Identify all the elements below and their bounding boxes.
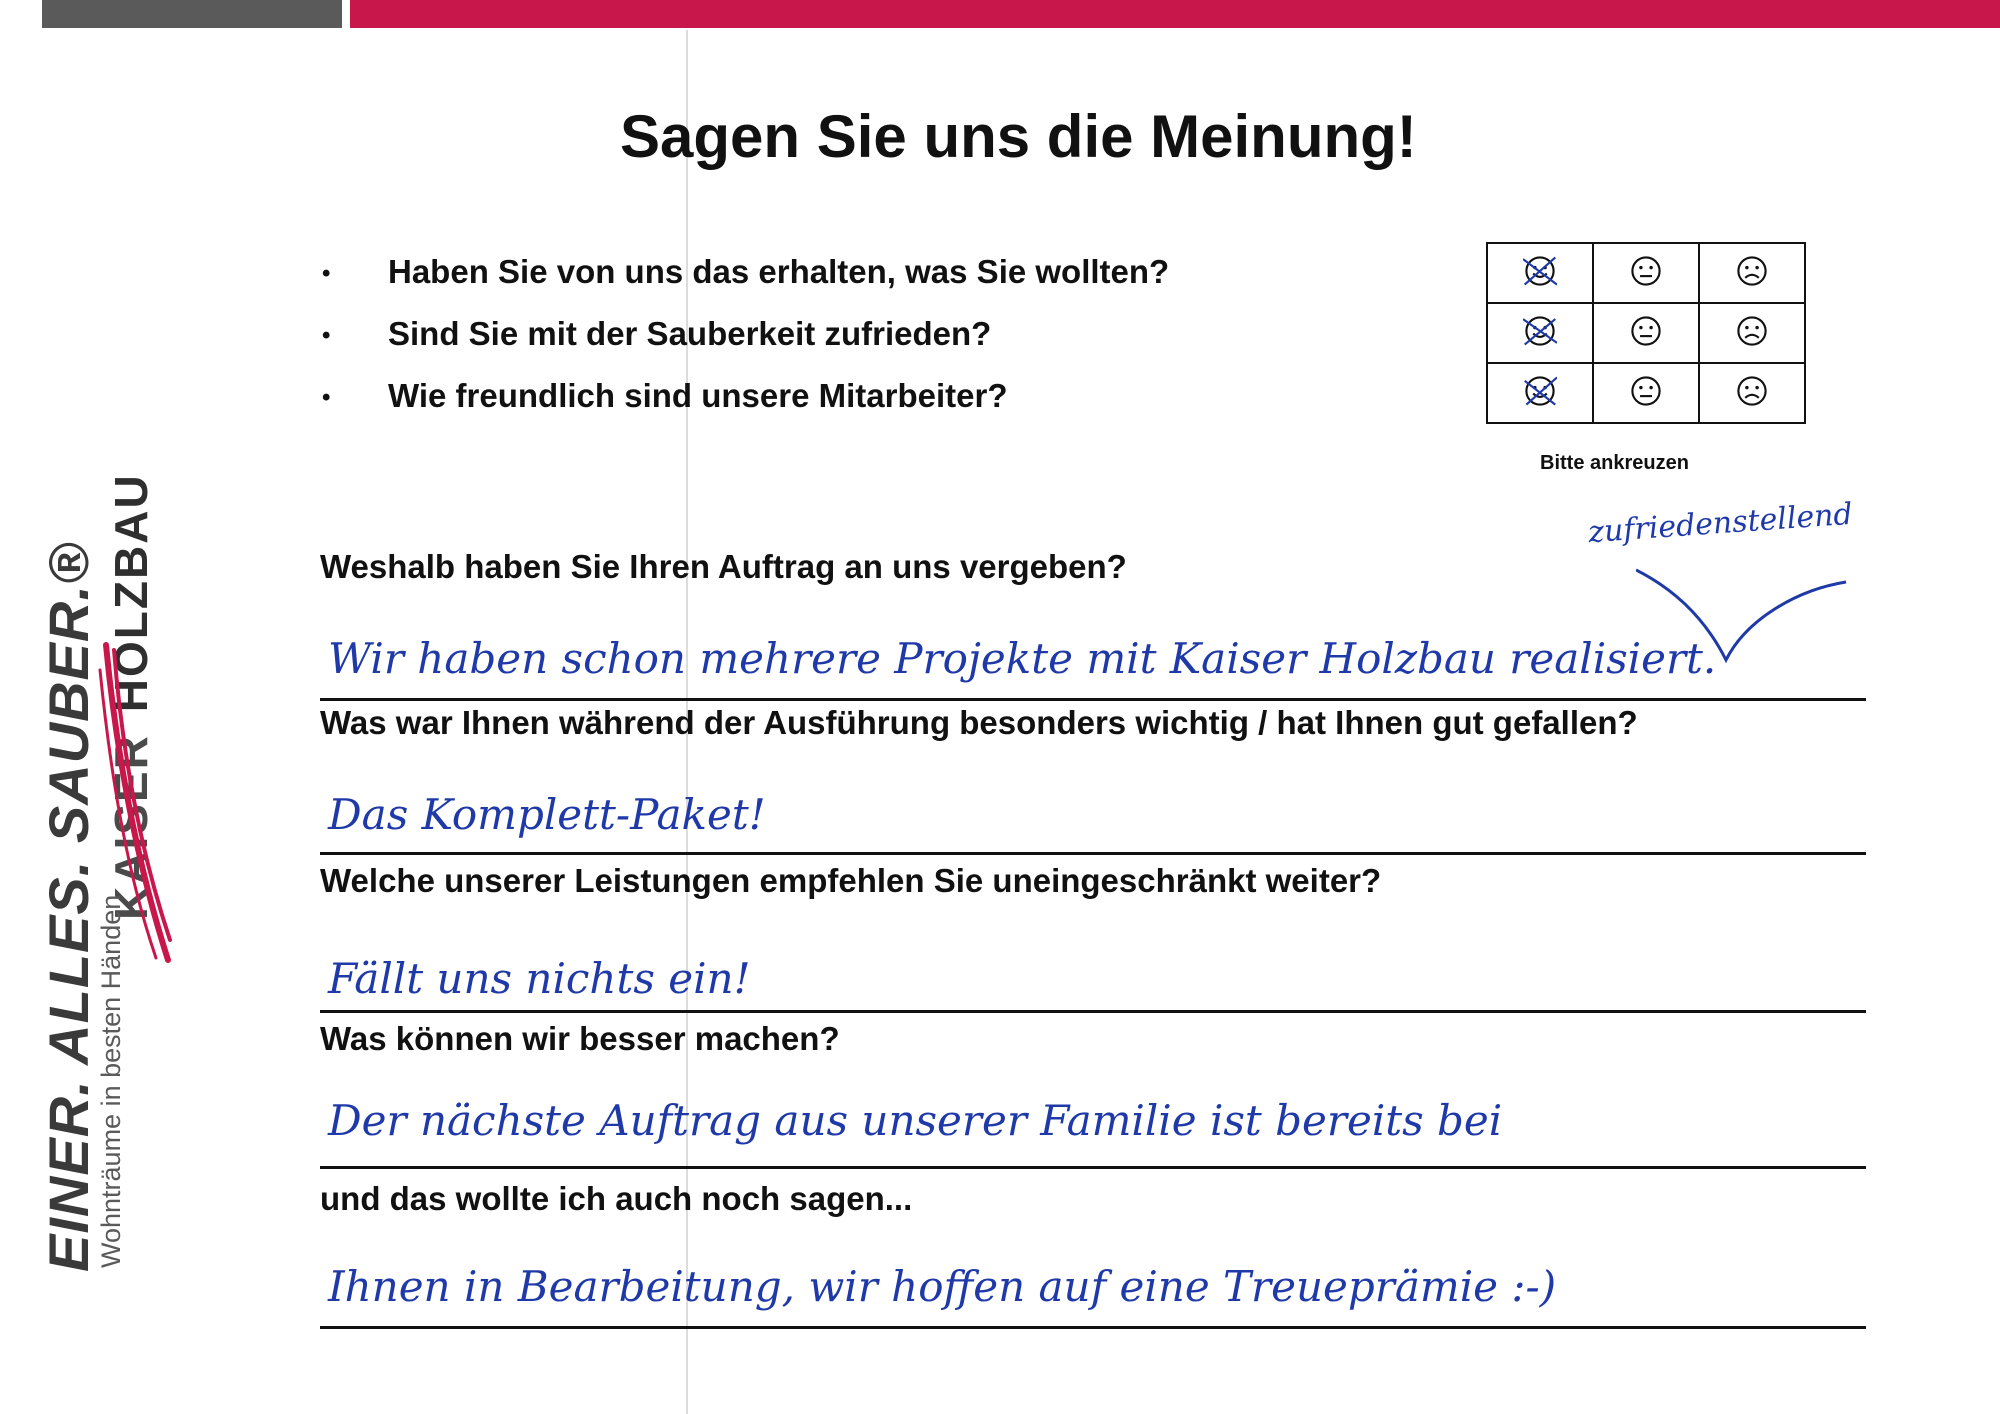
sad-face-icon <box>1735 314 1769 348</box>
rating-cell-sad[interactable] <box>1699 243 1805 303</box>
rating-grid <box>1486 242 1806 424</box>
rating-cell-happy[interactable] <box>1487 243 1593 303</box>
rating-row <box>1487 243 1805 303</box>
rating-cell-neutral[interactable] <box>1593 243 1699 303</box>
rating-question: • Haben Sie von uns das erhalten, was Sie wollten? <box>318 252 1169 314</box>
rating-hint: Bitte ankreuzen <box>1540 452 1689 474</box>
question-label: Was war Ihnen während der Ausführung besonders wichtig / hat Ihnen gut gefallen? <box>320 704 1638 741</box>
handwritten-answer[interactable]: Fällt uns nichts ein! <box>328 954 751 1003</box>
rating-cell-sad[interactable] <box>1699 303 1805 363</box>
happy-face-icon <box>1523 314 1557 348</box>
top-bar-grey <box>42 0 342 28</box>
answer-line <box>320 1326 1866 1329</box>
company-name-part1: KAISER <box>105 734 157 920</box>
rating-cell-happy[interactable] <box>1487 303 1593 363</box>
sad-face-icon <box>1735 374 1769 408</box>
cross-mark-icon <box>1523 257 1557 284</box>
question-label: Weshalb haben Sie Ihren Auftrag an uns vergeben? <box>320 548 1127 585</box>
neutral-face-icon <box>1629 374 1663 408</box>
handwritten-answer[interactable]: Ihnen in Bearbeitung, wir hoffen auf eine Treueprämie :-) <box>328 1262 1557 1311</box>
question-label: Was können wir besser machen? <box>320 1020 840 1057</box>
handwritten-answer[interactable]: Wir haben schon mehrere Projekte mit Kaiser Holzbau realisiert. <box>328 634 1717 683</box>
rating-row <box>1487 363 1805 423</box>
brand-subline: Wohnträume in besten Händen <box>96 894 126 1268</box>
question-label: und das wollte ich auch noch sagen... <box>320 1180 913 1217</box>
rating-row <box>1487 303 1805 363</box>
cross-mark-icon <box>1523 319 1557 345</box>
brand-slogan: EINER. ALLES. SAUBER.® <box>37 541 100 1272</box>
happy-face-icon <box>1523 374 1557 408</box>
question-label: Welche unserer Leistungen empfehlen Sie uneingeschränkt weiter? <box>320 862 1382 899</box>
brand-swoosh-logo <box>96 640 176 970</box>
neutral-face-icon <box>1629 314 1663 348</box>
neutral-face-icon <box>1629 254 1663 288</box>
answer-line <box>320 1166 1866 1169</box>
sad-face-icon <box>1735 254 1769 288</box>
happy-face-icon <box>1523 254 1557 288</box>
rating-question: • Wie freundlich sind unsere Mitarbeiter? <box>318 376 1169 438</box>
handwritten-answer[interactable]: Der nächste Auftrag aus unserer Familie ist bereits bei <box>328 1096 1503 1145</box>
answer-line <box>320 1010 1866 1013</box>
rating-cell-sad[interactable] <box>1699 363 1805 423</box>
rating-cell-happy[interactable] <box>1487 363 1593 423</box>
company-name-part2: HOLZBAU <box>105 473 157 713</box>
top-bar-red <box>350 0 2000 28</box>
form-title: Sagen Sie uns die Meinung! <box>620 103 1417 170</box>
answer-line <box>320 852 1866 855</box>
answer-line <box>320 698 1866 701</box>
handwritten-rating-note: zufriedenstellend <box>1587 496 1854 551</box>
rating-question: • Sind Sie mit der Sauberkeit zufrieden? <box>318 314 1169 376</box>
handwritten-answer[interactable]: Das Komplett-Paket! <box>328 790 766 839</box>
rating-cell-neutral[interactable] <box>1593 303 1699 363</box>
rating-cell-neutral[interactable] <box>1593 363 1699 423</box>
rating-question-list <box>318 252 1169 438</box>
